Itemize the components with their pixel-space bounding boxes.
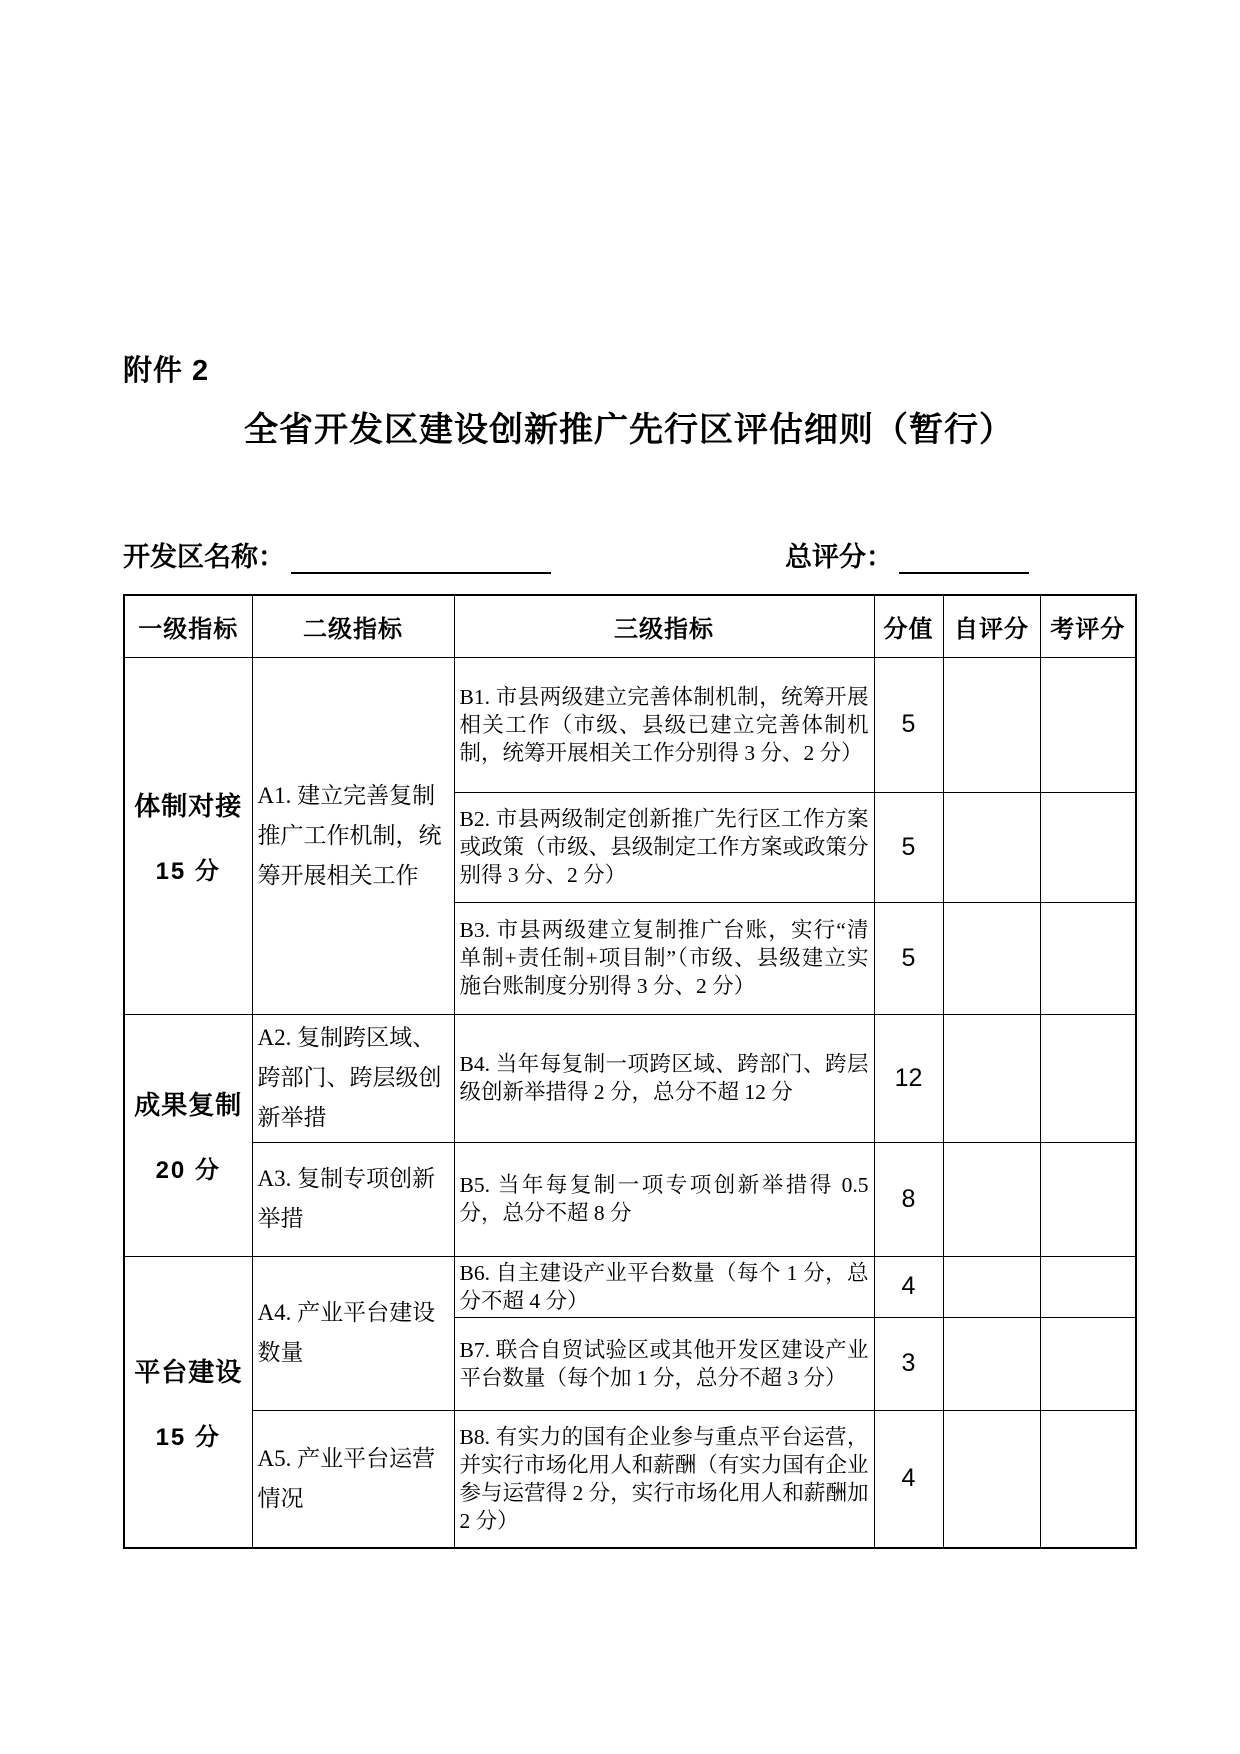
table-header-row xyxy=(124,595,1136,657)
total-score-label: 总评分： xyxy=(785,542,893,572)
level1-score: 20 分 xyxy=(155,1157,221,1184)
level3-indicator-cell: B4. 当年每复制一项跨区域、跨部门、跨层级创新举措得 2 分，总分不超 12 分 xyxy=(454,1014,874,1142)
level3-indicator-cell: B1. 市县两级建立完善体制机制，统筹开展相关工作（市级、县级已建立完善体制机制，统筹开展相关工作分别得 3 分、2 分） xyxy=(454,657,874,792)
zone-name-group xyxy=(123,535,551,574)
level1-name: 成果复制 xyxy=(134,1090,243,1120)
level3-indicator-cell: B6. 自主建设产业平台数量（每个 1 分，总分不超 4 分） xyxy=(454,1256,874,1317)
level3-indicator-cell: B7. 联合自贸试验区或其他开发区建设产业平台数量（每个加 1 分，总分不超 3 分） xyxy=(454,1317,874,1410)
col-header-level3: 三级指标 xyxy=(454,595,874,657)
review-score-cell[interactable] xyxy=(1040,1410,1136,1548)
zone-name-label: 开发区名称： xyxy=(123,542,285,572)
level3-indicator-cell: B8. 有实力的国有企业参与重点平台运营，并实行市场化用人和薪酬（有实力国有企业参与运营得 2 分，实行市场化用人和薪酬加 2 分） xyxy=(454,1410,874,1548)
zone-name-blank[interactable] xyxy=(291,544,551,574)
level2-indicator-cell: A2. 复制跨区域、跨部门、跨层级创新举措 xyxy=(252,1014,454,1142)
rubric-table xyxy=(123,594,1137,1549)
review-score-cell[interactable] xyxy=(1040,792,1136,902)
col-header-level2: 二级指标 xyxy=(252,595,454,657)
self-score-cell[interactable] xyxy=(943,1142,1040,1256)
score-value-cell: 5 xyxy=(874,657,943,792)
level1-indicator-cell xyxy=(124,657,252,1014)
self-score-cell[interactable] xyxy=(943,657,1040,792)
table-row xyxy=(124,657,1136,792)
level1-score: 15 分 xyxy=(155,1423,221,1451)
level3-indicator-cell: B5. 当年每复制一项专项创新举措得 0.5 分，总分不超 8 分 xyxy=(454,1142,874,1256)
review-score-cell[interactable] xyxy=(1040,657,1136,792)
level1-name: 体制对接 xyxy=(134,790,243,821)
level1-indicator-cell xyxy=(124,1256,252,1548)
table-row xyxy=(124,1410,1136,1548)
col-header-review-score: 考评分 xyxy=(1040,595,1136,657)
table-row xyxy=(124,1142,1136,1256)
attachment-label: 附件 2 xyxy=(123,355,210,387)
level2-indicator-cell: A4. 产业平台建设数量 xyxy=(252,1256,454,1410)
page-title: 全省开发区建设创新推广先行区评估细则（暂行） xyxy=(244,411,1014,449)
score-value-cell: 12 xyxy=(874,1014,943,1142)
self-score-cell[interactable] xyxy=(943,1317,1040,1410)
level3-indicator-cell: B2. 市县两级制定创新推广先行区工作方案或政策（市级、县级制定工作方案或政策分别得 3 分、2 分） xyxy=(454,792,874,902)
col-header-score: 分值 xyxy=(874,595,943,657)
level2-indicator-cell: A5. 产业平台运营情况 xyxy=(252,1410,454,1548)
form-header-line xyxy=(123,535,1135,575)
table-row xyxy=(124,1014,1136,1142)
total-score-blank[interactable] xyxy=(899,544,1029,574)
table-row xyxy=(124,1256,1136,1317)
score-value-cell: 5 xyxy=(874,792,943,902)
score-value-cell: 5 xyxy=(874,902,943,1014)
self-score-cell[interactable] xyxy=(943,902,1040,1014)
level3-indicator-cell: B3. 市县两级建立复制推广台账，实行“清单制+责任制+项目制”（市级、县级建立实施台账制度分别得 3 分、2 分） xyxy=(454,902,874,1014)
level1-score: 15 分 xyxy=(155,857,221,885)
review-score-cell[interactable] xyxy=(1040,1142,1136,1256)
review-score-cell[interactable] xyxy=(1040,1014,1136,1142)
score-value-cell: 4 xyxy=(874,1256,943,1317)
self-score-cell[interactable] xyxy=(943,792,1040,902)
self-score-cell[interactable] xyxy=(943,1014,1040,1142)
review-score-cell[interactable] xyxy=(1040,1256,1136,1317)
level1-indicator-cell xyxy=(124,1014,252,1256)
score-value-cell: 4 xyxy=(874,1410,943,1548)
level2-indicator-cell: A3. 复制专项创新举措 xyxy=(252,1142,454,1256)
total-score-group xyxy=(785,535,1029,574)
level1-name: 平台建设 xyxy=(134,1356,243,1387)
level2-indicator-cell: A1. 建立完善复制推广工作机制，统筹开展相关工作 xyxy=(252,657,454,1014)
self-score-cell[interactable] xyxy=(943,1256,1040,1317)
review-score-cell[interactable] xyxy=(1040,902,1136,1014)
self-score-cell[interactable] xyxy=(943,1410,1040,1548)
col-header-self-score: 自评分 xyxy=(943,595,1040,657)
score-value-cell: 3 xyxy=(874,1317,943,1410)
review-score-cell[interactable] xyxy=(1040,1317,1136,1410)
score-value-cell: 8 xyxy=(874,1142,943,1256)
col-header-level1: 一级指标 xyxy=(124,595,252,657)
